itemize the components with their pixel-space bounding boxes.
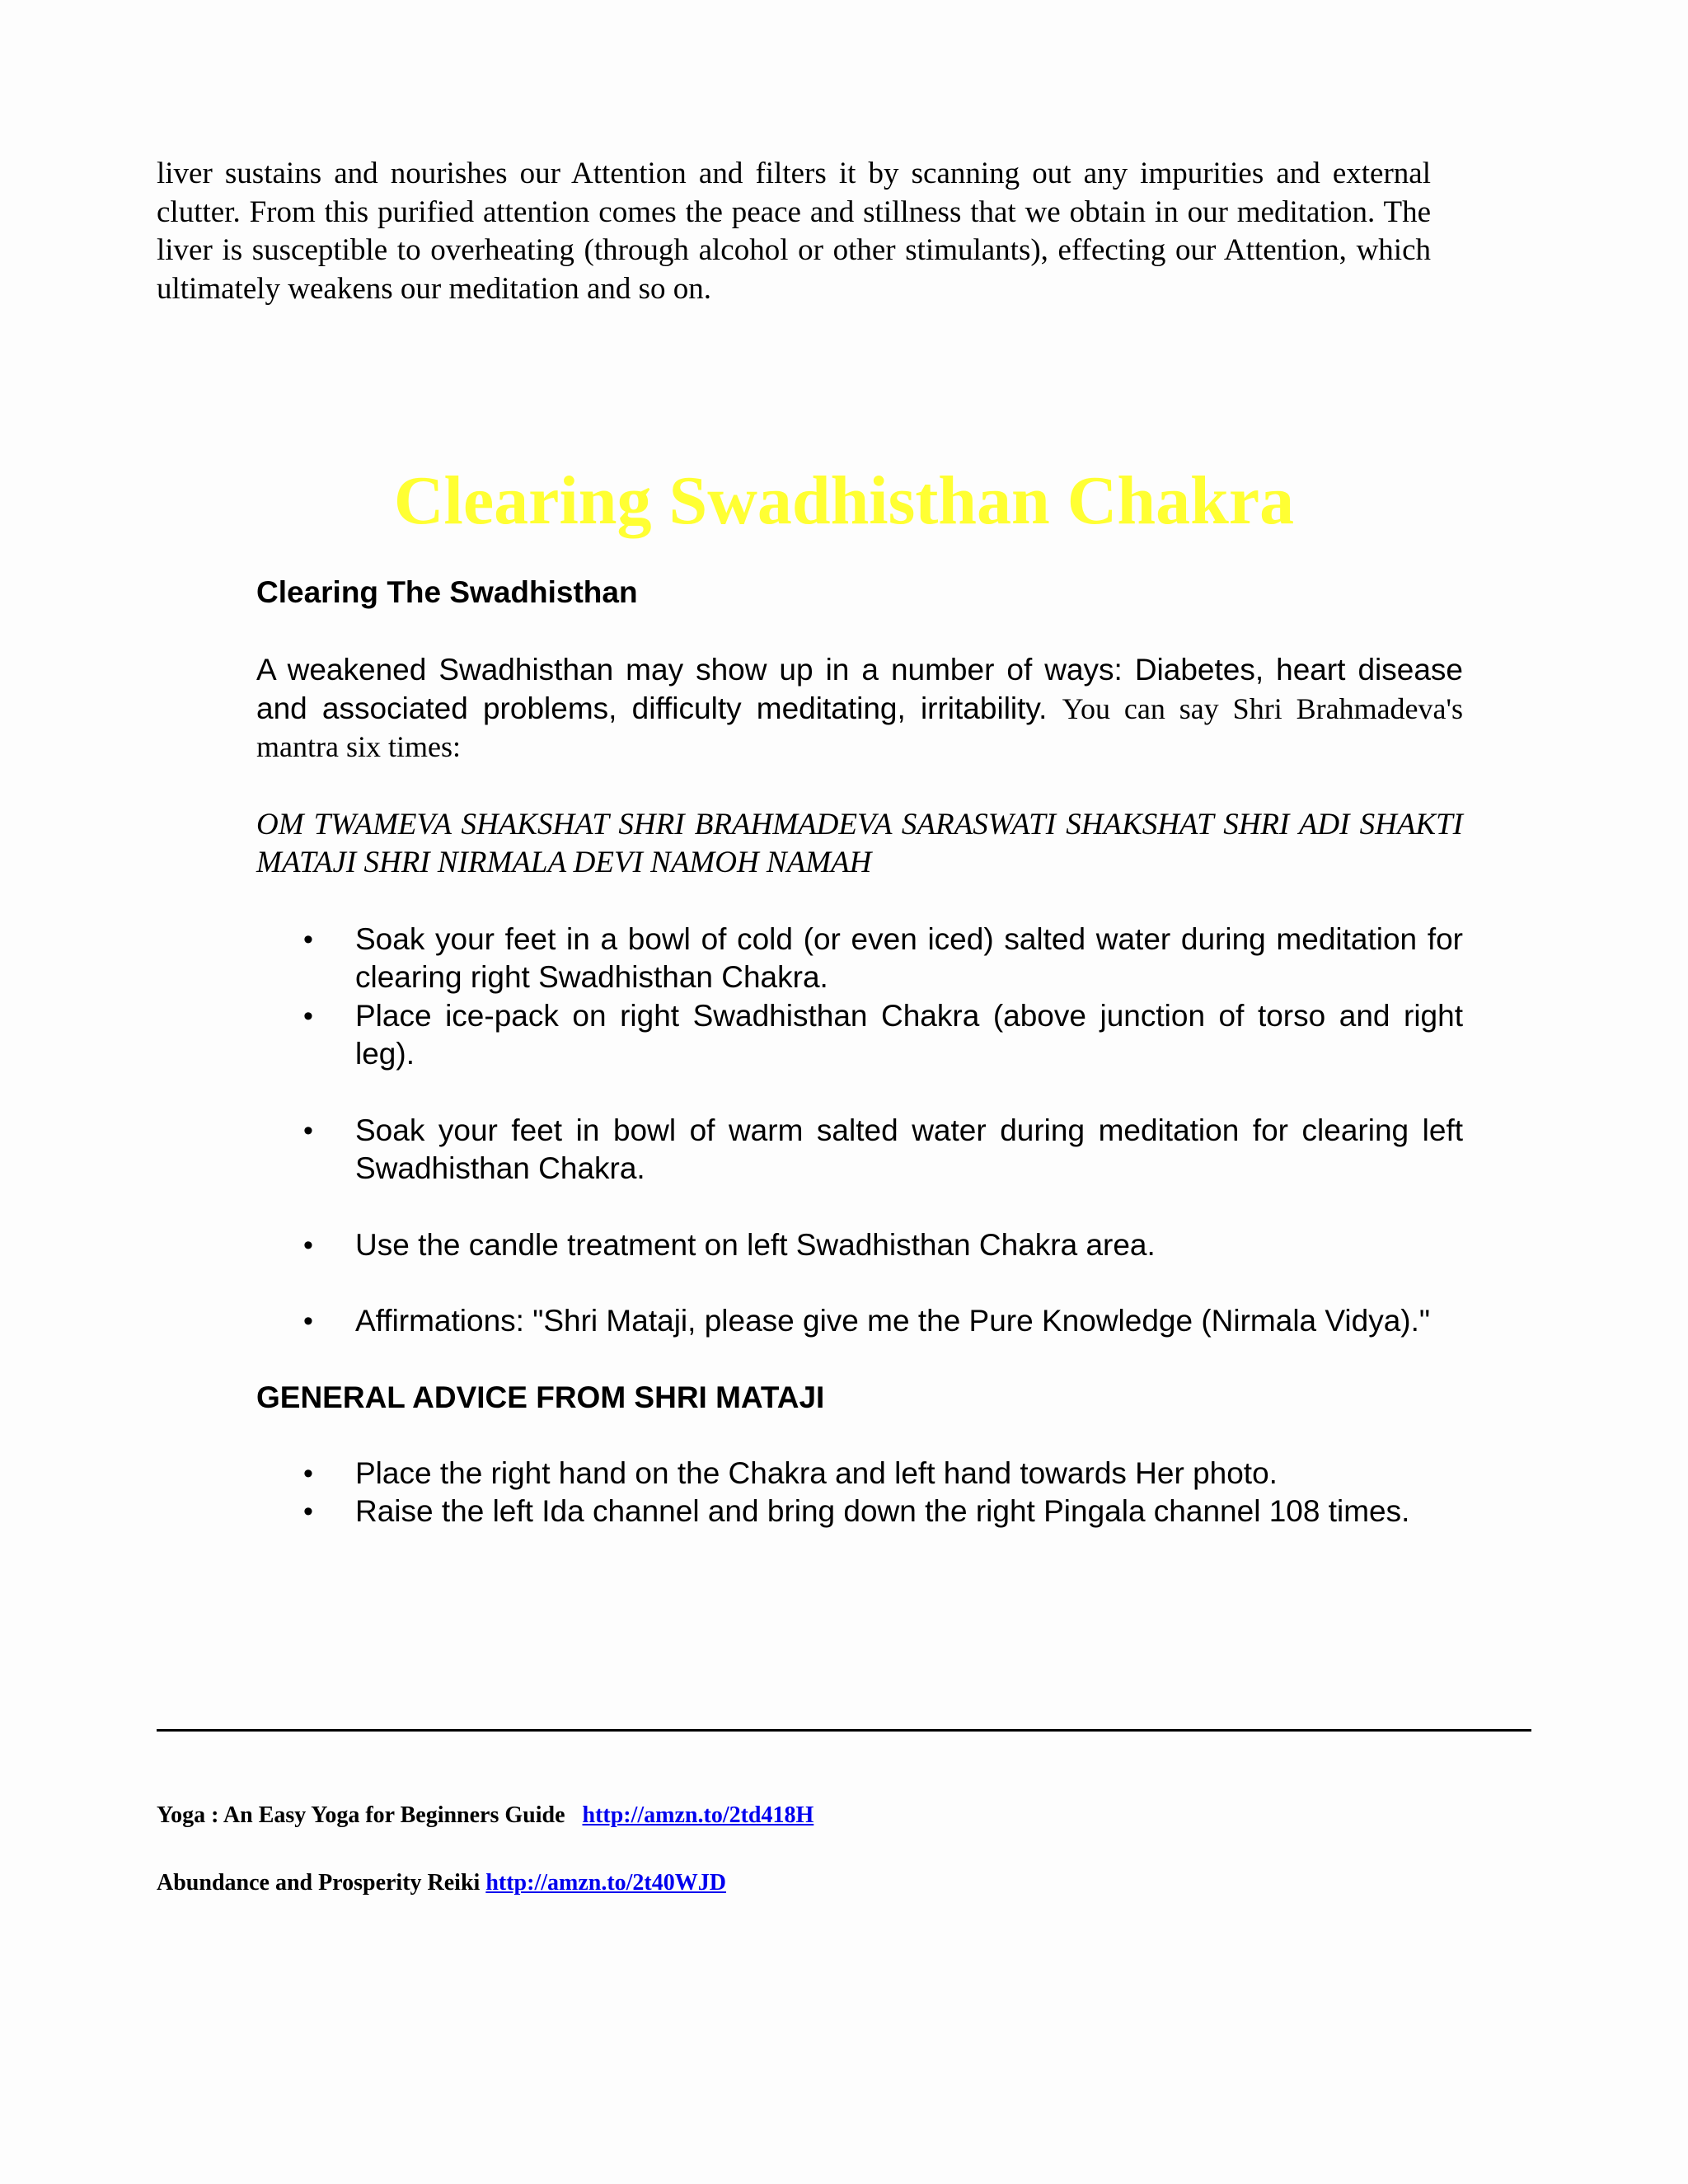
- list-item: [256, 1302, 1463, 1341]
- description-paragraph: [256, 651, 1463, 766]
- footer-link-2[interactable]: http://amzn.to/2t40WJD: [485, 1870, 726, 1896]
- bullet-icon: •: [303, 1496, 313, 1527]
- list-item-text: Soak your feet in bowl of warm salted water during meditation for clearing left Swadhisthan Chakra.: [355, 1113, 1463, 1185]
- bullet-icon: •: [303, 1000, 313, 1032]
- list-item: [256, 1493, 1463, 1531]
- section-title: Clearing Swadhisthan Chakra: [393, 462, 1295, 539]
- treatment-list: [256, 921, 1463, 1341]
- list-item-text: Affirmations: "Shri Mataji, please give me the Pure Knowledge (Nirmala Vidya).": [355, 1304, 1431, 1338]
- footer-label-1: Yoga : An Easy Yoga for Beginners Guide: [157, 1802, 583, 1828]
- list-item: [256, 921, 1463, 997]
- list-item-text: Soak your feet in a bowl of cold (or even iced) salted water during meditation for clearing right Swadhisthan Chakra.: [355, 921, 1463, 994]
- footer-link-1[interactable]: http://amzn.to/2td418H: [582, 1802, 814, 1828]
- list-item: [256, 1112, 1463, 1188]
- section-content: [256, 574, 1463, 1531]
- mantra-text: OM TWAMEVA SHAKSHAT SHRI BRAHMADEVA SARASWATI SHAKSHAT SHRI ADI SHAKTI MATAJI SHRI NIRMALA DEVI NAMOH NAMAH: [256, 807, 1463, 879]
- advice-heading: GENERAL ADVICE FROM SHRI MATAJI: [256, 1380, 825, 1414]
- bullet-icon: •: [303, 1114, 313, 1146]
- bullet-icon: •: [303, 1229, 313, 1261]
- bullet-icon: •: [303, 923, 313, 955]
- footer-line-2: [157, 1869, 726, 1897]
- list-item-text: Use the candle treatment on left Swadhisthan Chakra area.: [355, 1227, 1156, 1262]
- list-item-text: Place the right hand on the Chakra and left hand towards Her photo.: [355, 1455, 1278, 1490]
- horizontal-divider: [157, 1729, 1531, 1732]
- list-item: [256, 997, 1463, 1074]
- list-item-text: Place ice-pack on right Swadhisthan Chakra (above junction of torso and right leg).: [355, 998, 1463, 1071]
- footer-label-2: Abundance and Prosperity Reiki: [157, 1870, 486, 1896]
- list-item: [256, 1226, 1463, 1265]
- footer-line-1: [157, 1802, 814, 1830]
- intro-paragraph: liver sustains and nourishes our Attention and filters it by scanning out any impurities and external clutter. From this purified attention comes the peace and stillness that we obtain in our meditation. The liver is susceptible to overheating (through alcohol or other stimulants), effecting our Attention, which ultimately weakens our meditation and so on.: [157, 157, 1431, 306]
- advice-list: [256, 1455, 1463, 1531]
- description-sans-text: A weakened Swadhisthan may show up in a number of ways: Diabetes, heart disease and associated problems, difficulty meditating, irritability.: [256, 653, 1463, 725]
- subheading: Clearing The Swadhisthan: [256, 575, 638, 609]
- bullet-icon: •: [303, 1305, 313, 1337]
- list-item-text: Raise the left Ida channel and bring down the right Pingala channel 108 times.: [355, 1494, 1410, 1528]
- list-item: [256, 1455, 1463, 1493]
- description-serif-text: You can say Shri Brahmadeva's mantra six times:: [256, 691, 1464, 763]
- bullet-icon: •: [303, 1457, 313, 1489]
